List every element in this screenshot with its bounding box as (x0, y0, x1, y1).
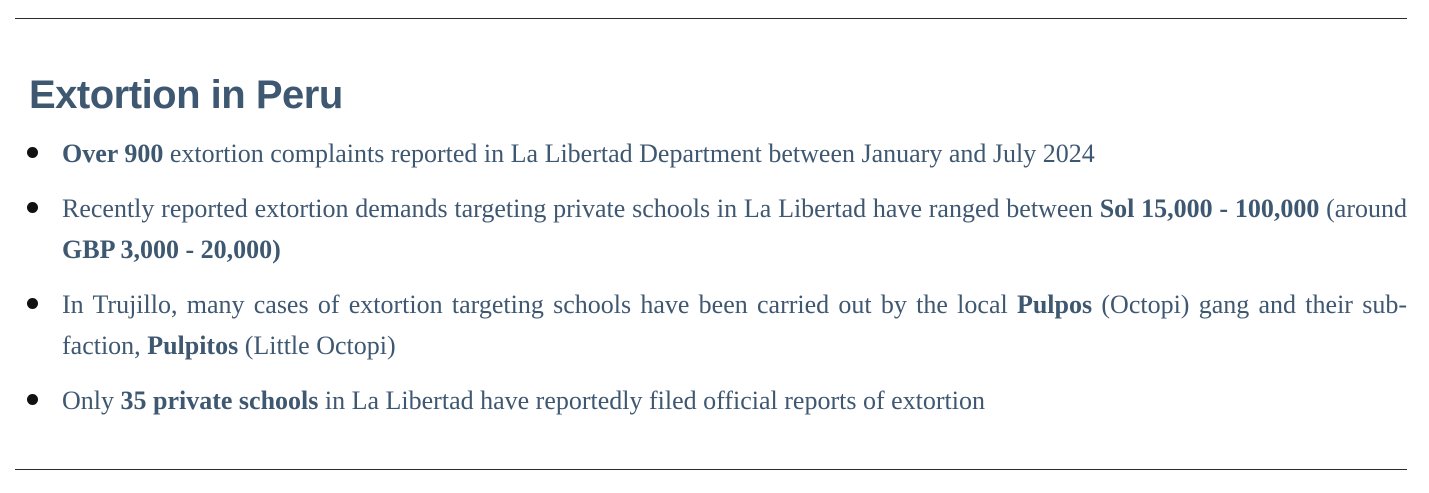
fact-item-gangs (62, 284, 1407, 366)
fact-text: Only (62, 386, 121, 415)
fact-highlight: Pulpitos (147, 331, 239, 360)
fact-text: Recently reported extortion demands targeting private schools in La Libertad have ranged between (62, 194, 1100, 223)
facts-list (62, 133, 1407, 435)
fact-highlight: Pulpos (1016, 290, 1093, 319)
fact-text: (around (1319, 194, 1407, 223)
fact-text: In Trujillo, many cases of extortion targeting schools have been carried out by the local (62, 290, 1017, 319)
fact-item-complaints (62, 133, 1407, 174)
fact-highlight: GBP 3,000 - 20,000) (62, 235, 281, 264)
fact-highlight: Over 900 (62, 139, 164, 168)
fact-text: (Little Octopi) (238, 331, 396, 360)
fact-text: in La Libertad have reportedly filed official reports of extortion (318, 386, 985, 415)
fact-text: (Octopi) gang and their sub-faction, (62, 290, 1407, 360)
section-heading: Extortion in Peru (29, 73, 343, 117)
fact-highlight: 35 private schools (120, 386, 319, 415)
bottom-divider (15, 469, 1407, 470)
bullet-icon (27, 394, 38, 405)
bullet-icon (27, 202, 38, 213)
bullet-icon (27, 298, 38, 309)
bullet-icon (27, 147, 38, 158)
fact-text: extortion complaints reported in La Libertad Department between January and July 2024 (163, 139, 1095, 168)
fact-highlight: Sol 15,000 - 100,000 (1099, 194, 1320, 223)
fact-item-demands (62, 188, 1407, 270)
top-divider (15, 18, 1407, 19)
fact-item-reports (62, 380, 1407, 421)
